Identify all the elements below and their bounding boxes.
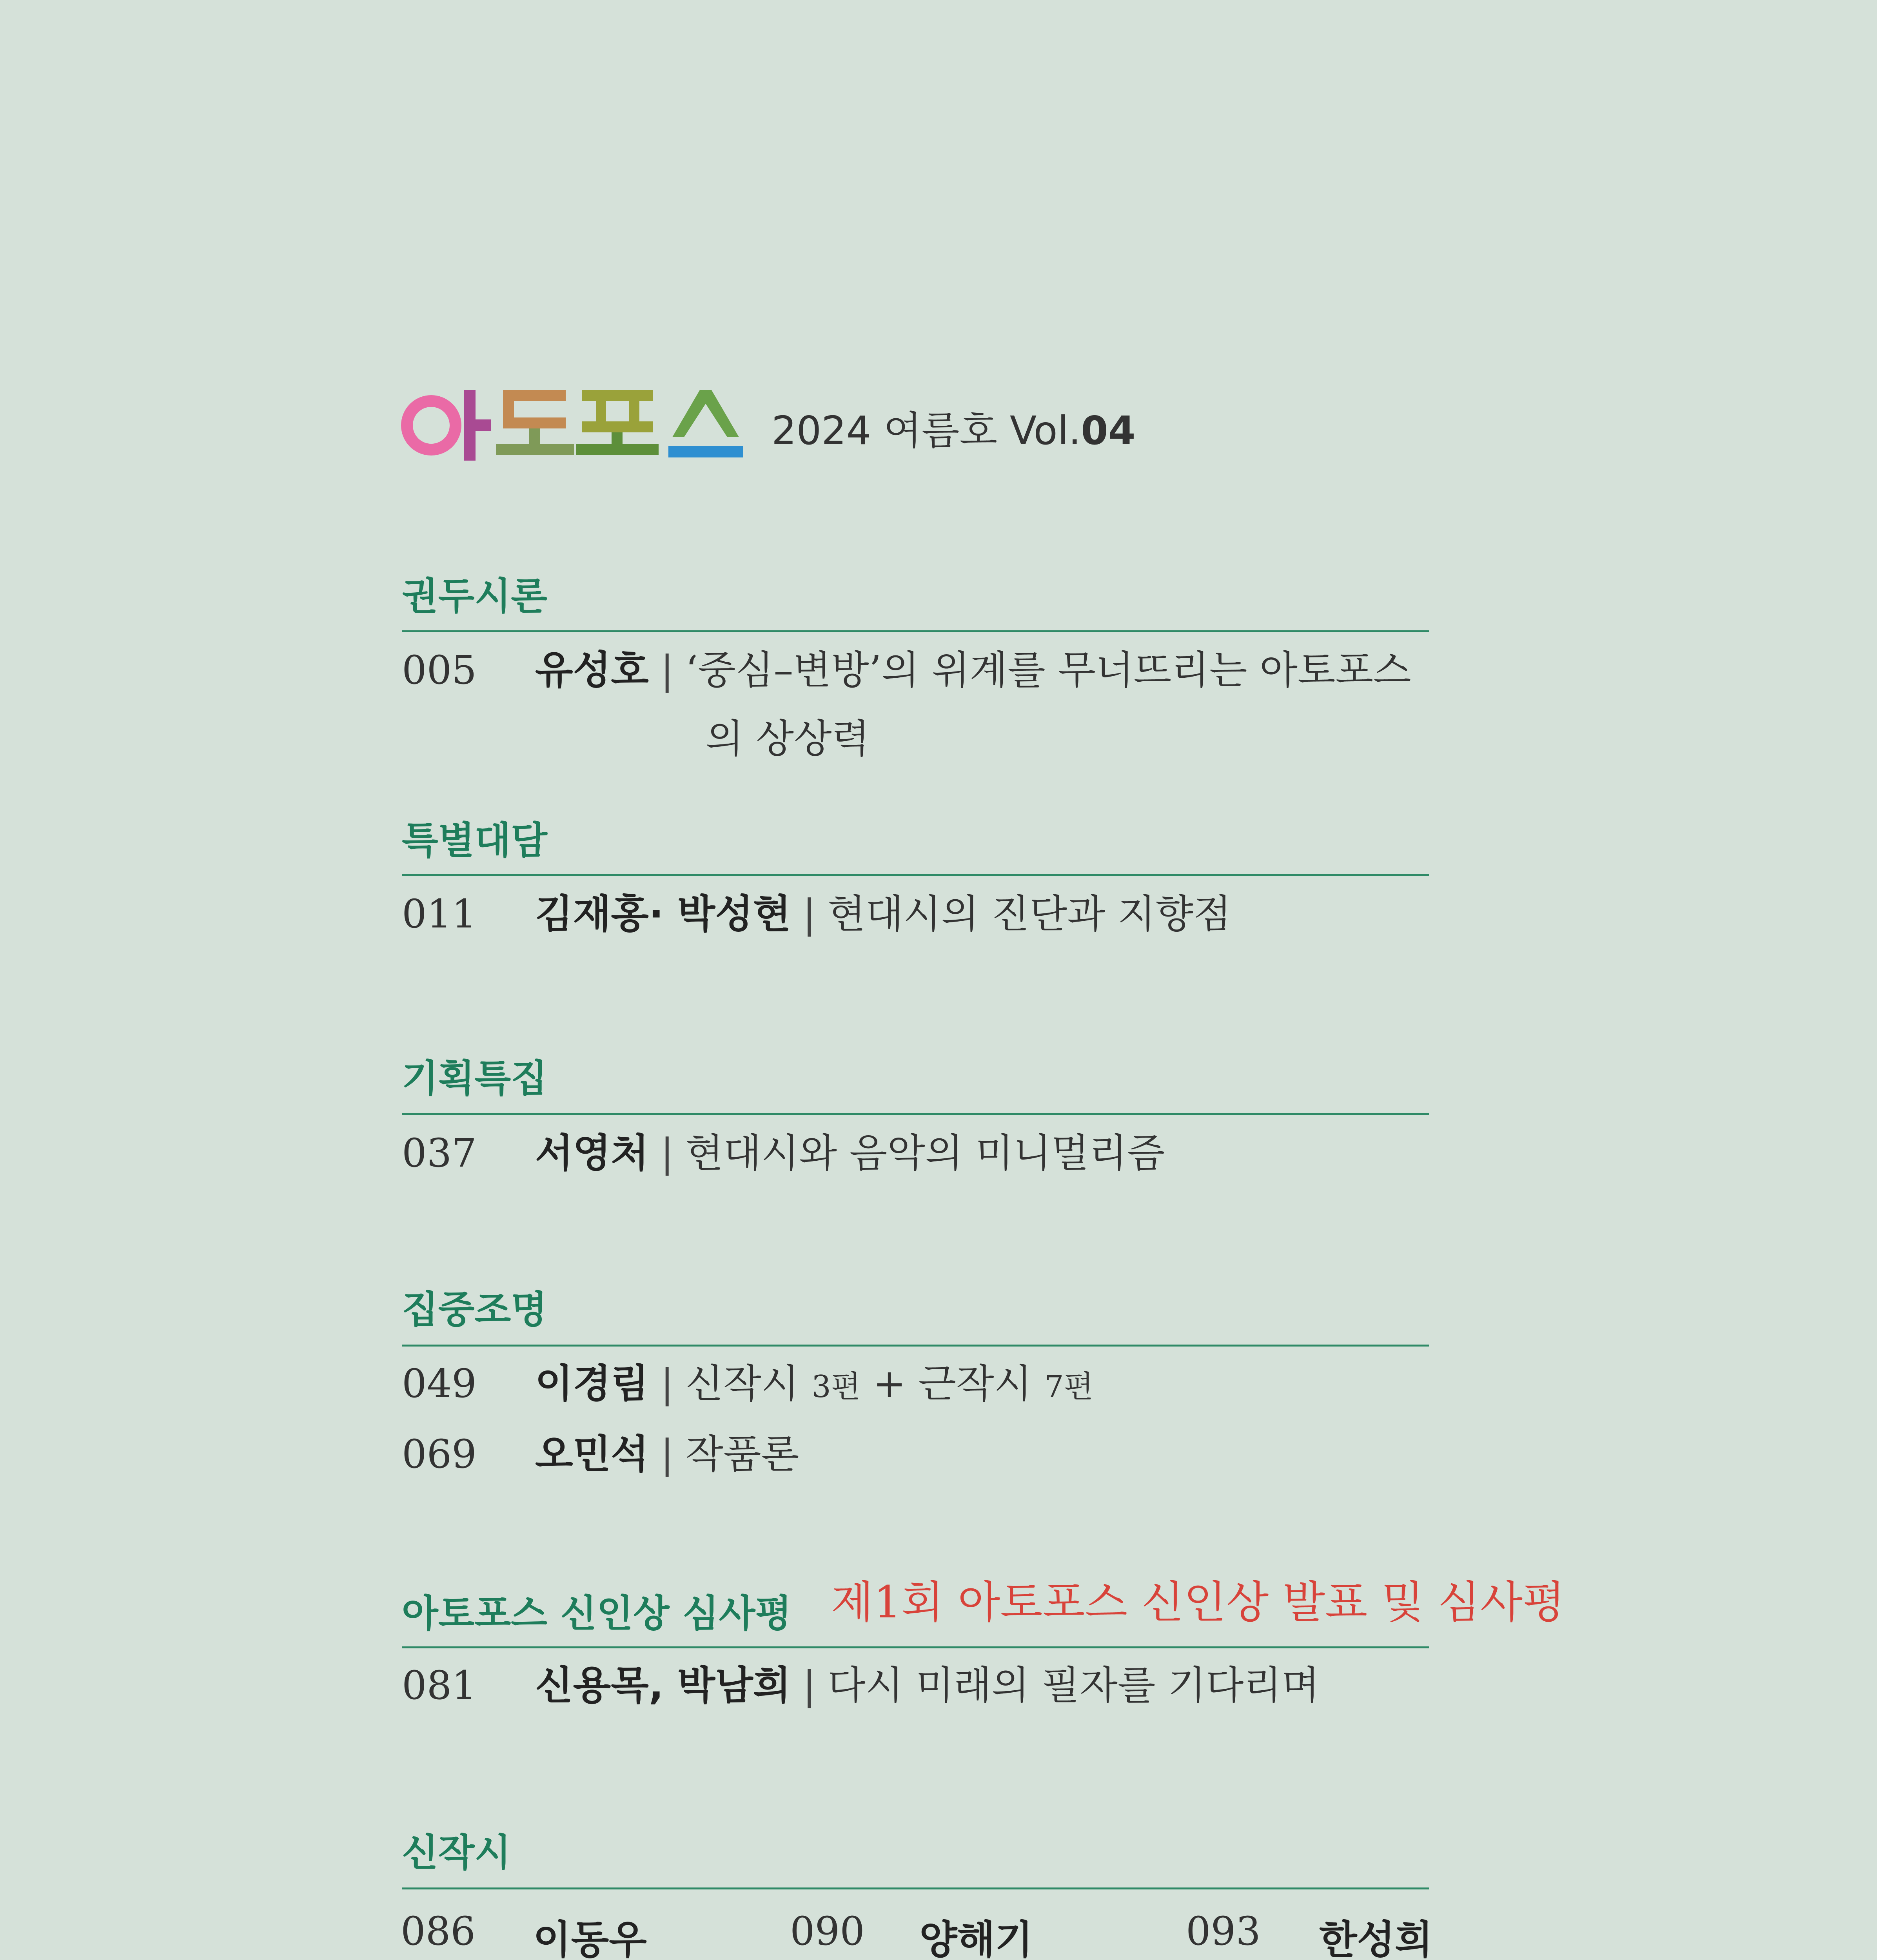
page-number: 093 <box>1186 1908 1261 1954</box>
article-title: 현대시와 음악의 미니멀리즘 <box>685 1130 1165 1176</box>
article-title: + 근작시 <box>860 1361 1045 1406</box>
divider <box>402 630 1429 632</box>
issue-label <box>771 399 1135 456</box>
article-title: 신작시 <box>685 1361 812 1406</box>
toc-entry-body <box>535 1662 1320 1708</box>
atopos-logo <box>398 382 745 468</box>
section-title-special-dialogue: 특별대담 <box>402 818 547 862</box>
issue-year-season: 2024 여름호 Vol. <box>771 408 1081 454</box>
toc-entry[interactable] <box>402 1431 477 1477</box>
page-number: 037 <box>402 1130 477 1176</box>
divider <box>402 1887 1429 1889</box>
toc-entry[interactable] <box>402 1361 477 1406</box>
divider <box>402 1113 1429 1115</box>
author-name: 이경림 <box>535 1361 649 1406</box>
section-title-new-poems: 신작시 <box>402 1831 511 1875</box>
toc-entry[interactable] <box>402 647 477 693</box>
article-title: 작품론 <box>685 1431 799 1477</box>
separator: | <box>660 647 674 693</box>
separator: | <box>660 1431 674 1477</box>
article-title: ‘중심–변방’의 위계를 무너뜨리는 아토포스 <box>685 647 1411 693</box>
author-name: 유성호 <box>535 647 649 693</box>
poet-name: 이동우 <box>533 1917 647 1960</box>
page-number: 011 <box>402 891 477 937</box>
separator: | <box>660 1130 674 1176</box>
author-name: 신용목, 박남희 <box>535 1662 791 1708</box>
page-number: 069 <box>402 1431 477 1477</box>
section-title-feature: 기획특집 <box>402 1056 547 1100</box>
poem-count: 7편 <box>1044 1369 1094 1405</box>
toc-entry[interactable] <box>402 1662 477 1708</box>
toc-entry-body <box>535 647 1411 693</box>
article-title: 다시 미래의 필자를 기다리며 <box>828 1662 1320 1708</box>
separator: | <box>660 1361 674 1406</box>
author-name: 김재홍· 박성현 <box>535 891 791 937</box>
section-title-new-poet-award: 아토포스 신인상 심사평 <box>402 1592 792 1635</box>
author-name: 서영처 <box>535 1130 649 1176</box>
article-title: 현대시의 진단과 지향점 <box>828 891 1231 937</box>
section-title-opening-essay: 권두시론 <box>402 574 547 618</box>
toc-entry-body <box>535 891 1231 937</box>
page-number: 049 <box>402 1361 477 1406</box>
divider <box>402 1345 1429 1347</box>
toc-entry-body <box>535 1130 1165 1176</box>
toc-entry-body <box>535 1431 799 1477</box>
issue-volume: 04 <box>1081 408 1136 454</box>
poem-count: 3편 <box>811 1369 861 1405</box>
page-number: 005 <box>402 647 477 693</box>
page-number: 090 <box>790 1908 865 1954</box>
poet-name: 양해기 <box>919 1917 1033 1960</box>
toc-entry[interactable] <box>402 891 477 937</box>
award-announcement: 제1회 아토포스 신인상 발표 및 심사평 <box>831 1577 1565 1628</box>
separator: | <box>802 1662 816 1708</box>
divider <box>402 874 1429 876</box>
poet-name: 한성희 <box>1319 1917 1433 1960</box>
page-number: 086 <box>401 1908 476 1954</box>
toc-entry[interactable] <box>402 1130 477 1176</box>
separator: | <box>802 891 816 937</box>
toc-entry-body <box>535 1361 1094 1406</box>
article-title-continued: 의 상상력 <box>706 716 870 762</box>
divider <box>402 1646 1429 1648</box>
section-title-spotlight: 집중조명 <box>402 1288 547 1332</box>
page-number: 081 <box>402 1662 477 1708</box>
author-name: 오민석 <box>535 1431 649 1477</box>
